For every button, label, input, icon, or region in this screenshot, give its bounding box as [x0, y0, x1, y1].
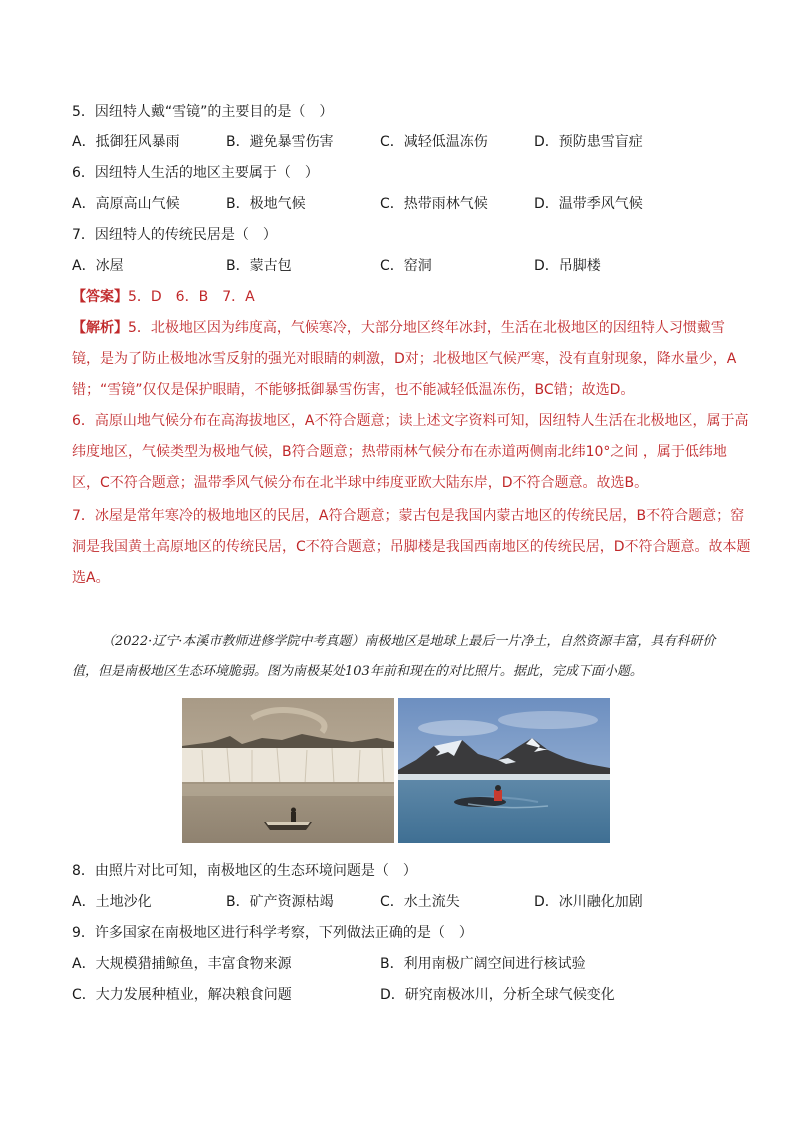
q9-option-a: A．大规模猎捕鲸鱼，丰富食物来源	[72, 956, 292, 972]
q8-option-c: C．水土流失	[380, 894, 460, 910]
q7-option-b: B．蒙古包	[226, 258, 292, 274]
old-photo-antarctica	[182, 698, 394, 843]
q8-option-a: A．土地沙化	[72, 894, 152, 910]
q7-option-c: C．窑洞	[380, 258, 432, 274]
q9-option-b: B．利用南极广阔空间进行核试验	[380, 956, 586, 972]
q5-option-c: C．减轻低温冻伤	[380, 134, 488, 150]
current-photo-antarctica	[398, 698, 610, 843]
q7-option-a: A．冰屋	[72, 258, 124, 274]
answer-label: 【答案】	[72, 289, 128, 305]
passage-intro: （2022·辽宁·本溪市教师进修学院中考真题）南极地区是地球上最后一片净土，自然资源丰富，具有科研价值，但是南极地区生态环境脆弱。图为南极某处103年前和现在的对比照片。据此，完成下面小题。	[72, 634, 716, 679]
q9-option-c: C．大力发展种植业，解决粮食问题	[72, 987, 292, 1003]
q7-option-d: D．吊脚楼	[534, 258, 601, 274]
q5-option-b: B．避免暴雪伤害	[226, 134, 334, 150]
q5-option-a: A．抵御狂风暴雨	[72, 134, 180, 150]
q6-option-b: B．极地气候	[226, 196, 306, 212]
q6-option-a: A．高原高山气候	[72, 196, 180, 212]
q8-option-b: B．矿产资源枯竭	[226, 894, 334, 910]
question-6-stem: 6．因纽特人生活的地区主要属于（ ）	[72, 165, 319, 181]
question-9-stem: 9．许多国家在南极地区进行科学考察，下列做法正确的是（ ）	[72, 925, 473, 941]
q8-option-d: D．冰川融化加剧	[534, 894, 643, 910]
question-5-stem: 5．因纽特人戴“雪镜”的主要目的是（ ）	[72, 104, 334, 120]
q9-option-d: D．研究南极冰川，分析全球气候变化	[380, 987, 615, 1003]
q6-option-c: C．热带雨林气候	[380, 196, 488, 212]
q5-option-d: D．预防患雪盲症	[534, 134, 643, 150]
analysis-q5-text: 5．北极地区因为纬度高，气候寒冷，大部分地区终年冰封，生活在北极地区的因纽特人习惯戴雪镜，是为了防止极地冰雪反射的强光对眼睛的刺激，D对；北极地区气候严寒，没有直射现象，降水量少，A错；“雪镜”仅仅是保护眼睛，不能够抵御暴雪伤害，也不能减轻低温冻伤，BC错；故选D。	[72, 320, 737, 398]
question-8-stem: 8．由照片对比可知，南极地区的生态环境问题是（ ）	[72, 863, 417, 879]
analysis-q6: 6．高原山地气候分布在高海拔地区，A不符合题意；读上述文字资料可知，因纽特人生活在北极地区，属于高纬度地区，气候类型为极地气候，B符合题意；热带雨林气候分布在赤道两侧南北纬10°之间 ，属于低纬地区，C不符合题意；温带季风气候分布在北半球中纬度亚欧大陆东岸，D不符合题意。故选B。	[72, 413, 749, 491]
question-7-stem: 7．因纽特人的传统民居是（ ）	[72, 227, 277, 243]
analysis-q5	[72, 313, 752, 406]
analysis-label: 【解析】	[72, 320, 128, 336]
analysis-q7: 7．冰屋是常年寒冷的极地地区的民居，A符合题意；蒙古包是我国内蒙古地区的传统民居，B不符合题意；窑洞是我国黄土高原地区的传统民居，C不符合题意；吊脚楼是我国西南地区的传统民居，D不符合题意。故本题选A。	[72, 508, 751, 586]
answer-text: 5．D 6．B 7．A	[128, 289, 255, 305]
q6-option-d: D．温带季风气候	[534, 196, 643, 212]
answer-line	[72, 287, 255, 307]
